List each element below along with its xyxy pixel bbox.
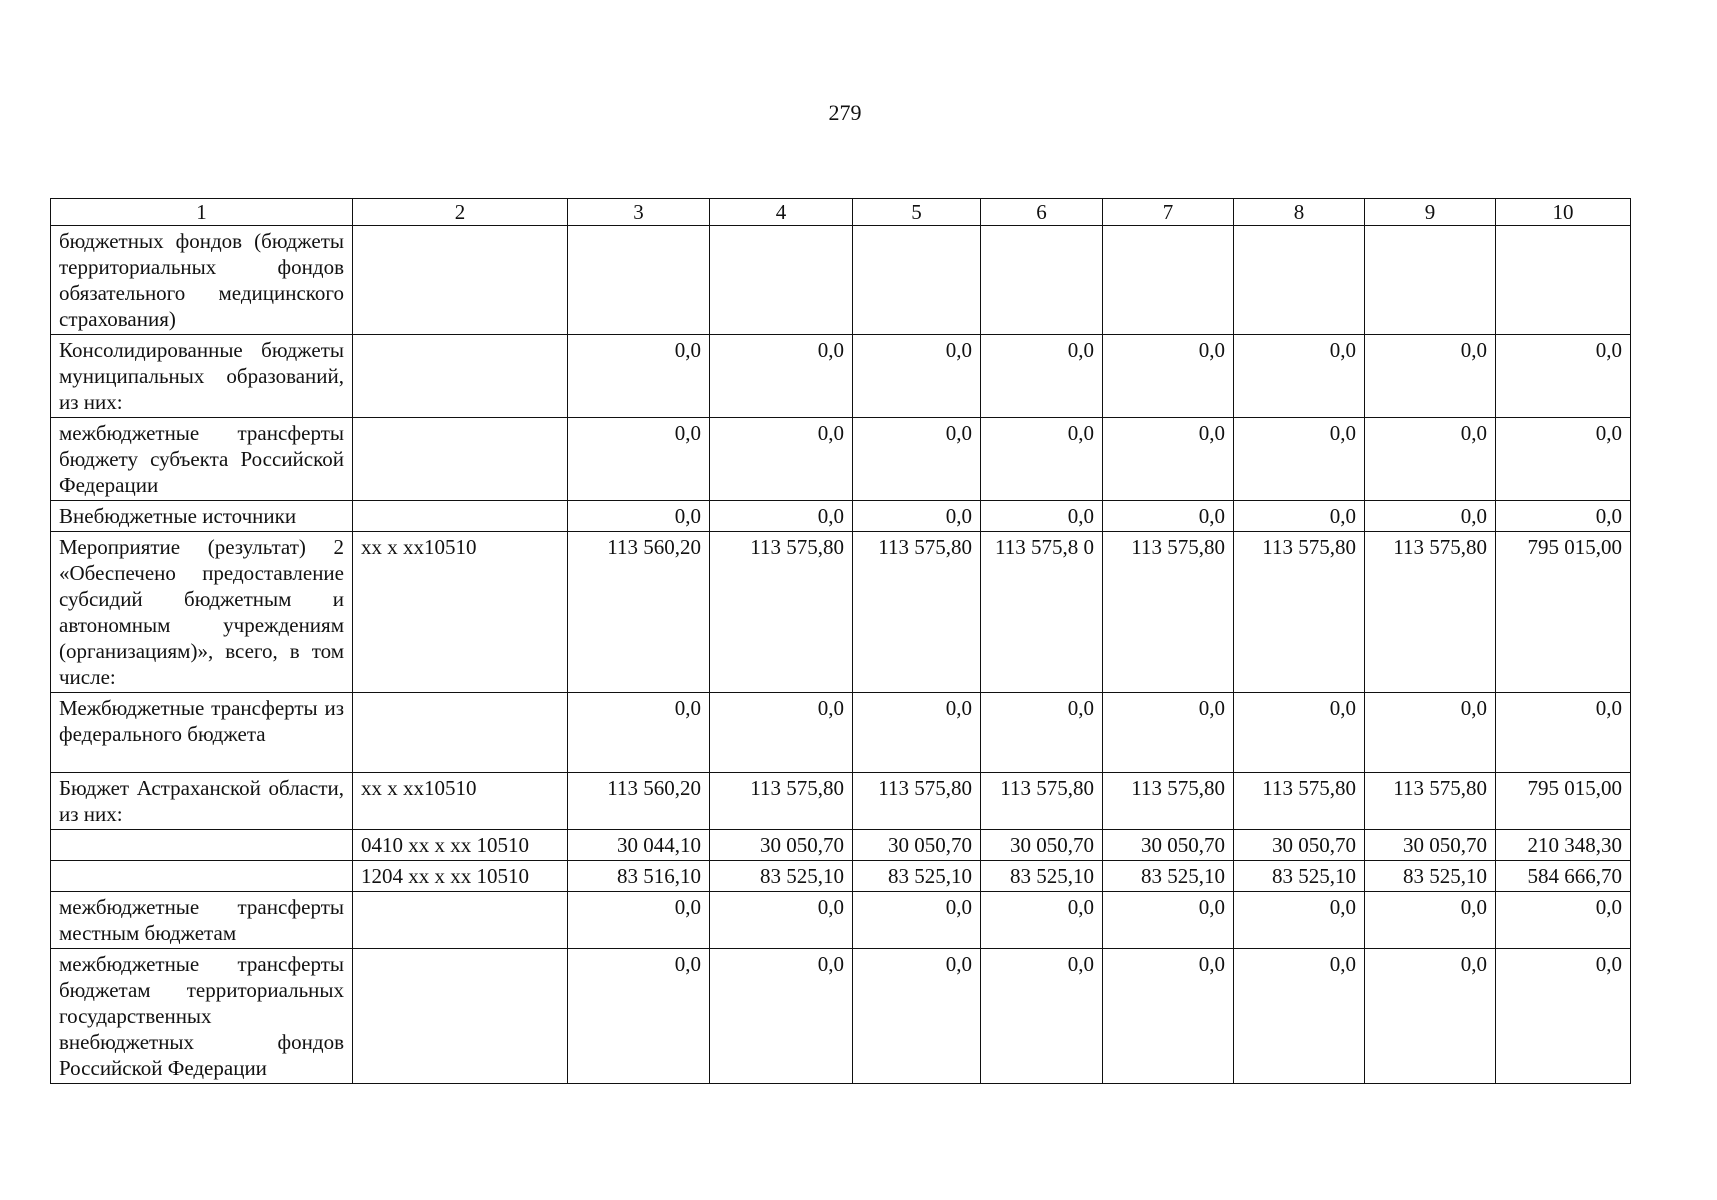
value-cell: 0,0	[1365, 949, 1496, 1084]
value-cell: 0,0	[568, 335, 710, 418]
value-cell: 83 525,10	[981, 861, 1103, 892]
table-row	[51, 830, 1631, 861]
value-cell: 0,0	[1234, 949, 1365, 1084]
value-cell: 113 560,20	[568, 773, 710, 830]
value-cell: 0,0	[1365, 335, 1496, 418]
value-cell: 30 050,70	[1103, 830, 1234, 861]
value-cell: 0,0	[568, 501, 710, 532]
value-cell: 0,0	[710, 892, 853, 949]
value-cell: 0,0	[981, 693, 1103, 773]
row-code: 0410 xx x xx 10510	[353, 830, 568, 861]
header-cell: 8	[1234, 199, 1365, 226]
value-cell	[1496, 226, 1631, 335]
value-cell: 0,0	[1496, 335, 1631, 418]
value-cell: 83 525,10	[710, 861, 853, 892]
value-cell: 0,0	[981, 501, 1103, 532]
value-cell: 113 575,80	[853, 532, 981, 693]
value-cell: 30 050,70	[1234, 830, 1365, 861]
value-cell: 0,0	[568, 693, 710, 773]
value-cell	[981, 226, 1103, 335]
value-cell: 113 575,80	[981, 773, 1103, 830]
value-cell: 0,0	[568, 418, 710, 501]
value-cell: 795 015,00	[1496, 773, 1631, 830]
value-cell: 83 525,10	[853, 861, 981, 892]
table-row	[51, 532, 1631, 693]
row-label: Консолидированные бюджеты муниципальных образований, из них:	[51, 335, 353, 418]
value-cell: 0,0	[1234, 501, 1365, 532]
value-cell: 113 575,80	[853, 773, 981, 830]
value-cell: 0,0	[1103, 693, 1234, 773]
table-row	[51, 773, 1631, 830]
value-cell: 0,0	[1496, 418, 1631, 501]
row-code: 1204 xx x xx 10510	[353, 861, 568, 892]
value-cell: 30 044,10	[568, 830, 710, 861]
value-cell: 0,0	[1103, 418, 1234, 501]
table-row	[51, 418, 1631, 501]
row-label: бюджетных фондов (бюджеты территориальных фондов обязательного медицинского страхования)	[51, 226, 353, 335]
row-label	[51, 861, 353, 892]
value-cell: 0,0	[1365, 693, 1496, 773]
value-cell: 113 575,80	[710, 532, 853, 693]
value-cell	[1365, 226, 1496, 335]
value-cell: 30 050,70	[710, 830, 853, 861]
value-cell: 584 666,70	[1496, 861, 1631, 892]
row-code	[353, 949, 568, 1084]
value-cell: 0,0	[981, 418, 1103, 501]
value-cell: 83 516,10	[568, 861, 710, 892]
value-cell	[568, 226, 710, 335]
row-code	[353, 501, 568, 532]
value-cell: 30 050,70	[853, 830, 981, 861]
value-cell: 0,0	[1496, 693, 1631, 773]
value-cell: 0,0	[710, 335, 853, 418]
page-number: 279	[828, 100, 862, 125]
value-cell: 0,0	[1103, 949, 1234, 1084]
value-cell: 0,0	[710, 418, 853, 501]
table-row	[51, 226, 1631, 335]
table-row	[51, 335, 1631, 418]
value-cell: 0,0	[568, 892, 710, 949]
value-cell: 0,0	[981, 335, 1103, 418]
value-cell: 0,0	[853, 418, 981, 501]
value-cell	[710, 226, 853, 335]
value-cell: 113 575,80	[1365, 773, 1496, 830]
value-cell: 0,0	[1103, 501, 1234, 532]
value-cell: 113 575,80	[1103, 532, 1234, 693]
value-cell: 0,0	[981, 892, 1103, 949]
header-cell: 5	[853, 199, 981, 226]
header-cell: 2	[353, 199, 568, 226]
value-cell: 83 525,10	[1234, 861, 1365, 892]
row-label: межбюджетные трансферты бюджету субъекта Российской Федерации	[51, 418, 353, 501]
table-row	[51, 892, 1631, 949]
value-cell: 0,0	[1234, 335, 1365, 418]
row-label: Межбюджетные трансферты из федерального бюджета	[51, 693, 353, 773]
value-cell: 83 525,10	[1365, 861, 1496, 892]
value-cell: 113 575,8 0	[981, 532, 1103, 693]
value-cell	[1103, 226, 1234, 335]
value-cell: 113 575,80	[1103, 773, 1234, 830]
value-cell: 0,0	[853, 949, 981, 1084]
header-cell: 1	[51, 199, 353, 226]
row-code	[353, 418, 568, 501]
table-row	[51, 501, 1631, 532]
value-cell: 0,0	[1234, 892, 1365, 949]
value-cell: 0,0	[1234, 693, 1365, 773]
budget-table-container	[50, 198, 1630, 1084]
value-cell: 0,0	[853, 335, 981, 418]
row-label: Внебюджетные источники	[51, 501, 353, 532]
value-cell: 0,0	[981, 949, 1103, 1084]
value-cell: 113 575,80	[1234, 773, 1365, 830]
value-cell: 795 015,00	[1496, 532, 1631, 693]
row-code	[353, 693, 568, 773]
value-cell: 210 348,30	[1496, 830, 1631, 861]
value-cell	[853, 226, 981, 335]
value-cell: 30 050,70	[981, 830, 1103, 861]
row-label: Бюджет Астраханской области, из них:	[51, 773, 353, 830]
value-cell: 113 560,20	[568, 532, 710, 693]
value-cell: 0,0	[1365, 892, 1496, 949]
header-cell: 4	[710, 199, 853, 226]
value-cell: 113 575,80	[1365, 532, 1496, 693]
value-cell: 0,0	[710, 501, 853, 532]
header-cell: 9	[1365, 199, 1496, 226]
value-cell: 0,0	[1234, 418, 1365, 501]
value-cell: 113 575,80	[710, 773, 853, 830]
value-cell: 0,0	[853, 693, 981, 773]
budget-table	[50, 198, 1631, 1084]
value-cell: 0,0	[1496, 892, 1631, 949]
value-cell: 0,0	[853, 501, 981, 532]
table-row	[51, 693, 1631, 773]
value-cell	[1234, 226, 1365, 335]
row-code	[353, 226, 568, 335]
table-row	[51, 949, 1631, 1084]
value-cell: 83 525,10	[1103, 861, 1234, 892]
header-row	[51, 199, 1631, 226]
value-cell: 0,0	[710, 693, 853, 773]
value-cell: 0,0	[1103, 335, 1234, 418]
value-cell: 0,0	[853, 892, 981, 949]
value-cell: 113 575,80	[1234, 532, 1365, 693]
header-cell: 10	[1496, 199, 1631, 226]
value-cell: 0,0	[1365, 418, 1496, 501]
value-cell: 0,0	[1365, 501, 1496, 532]
row-code: xx x xx10510	[353, 773, 568, 830]
value-cell: 0,0	[710, 949, 853, 1084]
value-cell: 0,0	[1496, 501, 1631, 532]
row-code	[353, 892, 568, 949]
header-cell: 6	[981, 199, 1103, 226]
row-label: Мероприятие (результат) 2 «Обеспечено предоставление субсидий бюджетным и автономным учреждениям (организациям)», всего, в том числе:	[51, 532, 353, 693]
value-cell: 0,0	[1103, 892, 1234, 949]
value-cell: 0,0	[568, 949, 710, 1084]
value-cell: 30 050,70	[1365, 830, 1496, 861]
row-code: xx x xx10510	[353, 532, 568, 693]
row-label	[51, 830, 353, 861]
row-label: межбюджетные трансферты бюджетам территориальных государственных внебюджетных фондов Российской Федерации	[51, 949, 353, 1084]
header-cell: 3	[568, 199, 710, 226]
table-row	[51, 861, 1631, 892]
row-code	[353, 335, 568, 418]
value-cell: 0,0	[1496, 949, 1631, 1084]
row-label: межбюджетные трансферты местным бюджетам	[51, 892, 353, 949]
header-cell: 7	[1103, 199, 1234, 226]
